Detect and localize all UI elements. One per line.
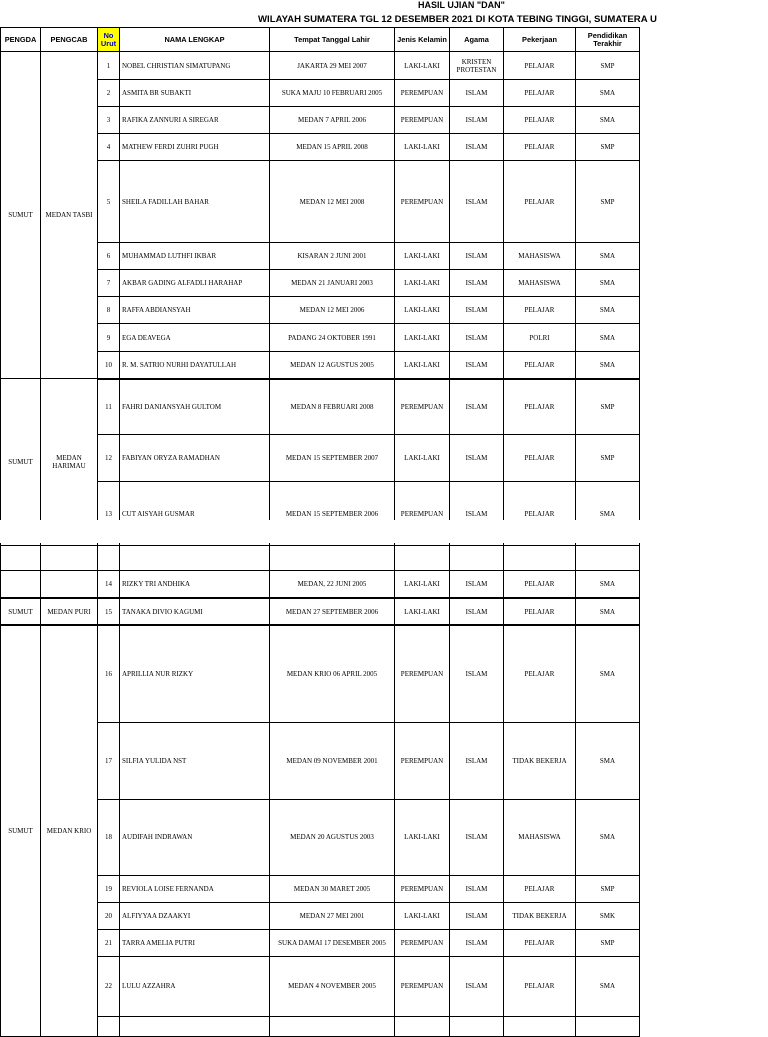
table-row: 7 AKBAR GADING ALFADLI HARAHAP MEDAN 21 JANUARI 2003 LAKI-LAKI ISLAM MAHASISWA SMA [1, 270, 640, 297]
col-pengda: PENGDA [1, 28, 41, 52]
group-pengcab: MEDAN TASBI [41, 52, 98, 379]
table-row: 2 ASMITA BR SUBAKTI SUKA MAJU 10 FEBRUARI 2005 PEREMPUAN ISLAM PELAJAR SMA [1, 80, 640, 107]
table-row: 13 CUT AISYAH GUSMAR MEDAN 15 SEPTEMBER 2006 PEREMPUAN ISLAM PELAJAR SMA [1, 482, 640, 546]
col-pekerjaan: Pekerjaan [504, 28, 576, 52]
table-row: 5 SHEILA FADILLAH BAHAR MEDAN 12 MEI 2008 PEREMPUAN ISLAM PELAJAR SMP [1, 161, 640, 243]
group-pengcab: MEDAN HARIMAU [41, 379, 98, 546]
table-row: 21 TARRA AMELIA PUTRI SUKA DAMAI 17 DESEMBER 2005 PEREMPUAN ISLAM PELAJAR SMP [1, 929, 640, 956]
results-table-page-2 [0, 543, 640, 1037]
table-row: SUMUT MEDAN HARIMAU 11 FAHRI DANIANSYAH GULTOM MEDAN 8 FEBRUARI 2008 PEREMPUAN ISLAM PELAJAR SMP [1, 379, 640, 435]
table-row: 12 FABIYAN ORYZA RAMADHAN MEDAN 15 SEPTEMBER 2007 LAKI-LAKI ISLAM PELAJAR SMP [1, 435, 640, 482]
table-row: SUMUT MEDAN TASBI 1 NOBEL CHRISTIAN SIMATUPANG JAKARTA 29 MEI 2007 LAKI-LAKI KRISTEN PROTESTAN PELAJAR SMP [1, 52, 640, 80]
col-no-urut: No Urut [98, 28, 120, 52]
table-row: 17 SILFIA YULIDA NST MEDAN 09 NOVEMBER 2001 PEREMPUAN ISLAM TIDAK BEKERJA SMA [1, 722, 640, 799]
sheet-title: HASIL UJIAN "DAN" [418, 0, 505, 10]
header-row [1, 28, 640, 52]
table-row-continued [1, 543, 640, 570]
table-row: 22 LULU AZZAHRA MEDAN 4 NOVEMBER 2005 PEREMPUAN ISLAM PELAJAR SMA [1, 956, 640, 1016]
sheet-subtitle: WILAYAH SUMATERA TGL 12 DESEMBER 2021 DI KOTA TEBING TINGGI, SUMATERA U [258, 14, 657, 25]
table-row: 3 RAFIKA ZANNURI A SIREGAR MEDAN 7 APRIL 2006 PEREMPUAN ISLAM PELAJAR SMA [1, 107, 640, 134]
results-table-page-1 [0, 27, 640, 546]
page-break [0, 520, 768, 543]
group-pengda: SUMUT [1, 598, 41, 625]
table-row: 8 RAFFA ABDIANSYAH MEDAN 12 MEI 2006 LAKI-LAKI ISLAM PELAJAR SMA [1, 297, 640, 324]
table-row: 19 REVIOLA LOISE FERNANDA MEDAN 30 MARET 2005 PEREMPUAN ISLAM PELAJAR SMP [1, 875, 640, 902]
group-pengcab: MEDAN KRIO [41, 625, 98, 1036]
table-row: SUMUT MEDAN PURI 15 TANAKA DIVIO KAGUMI MEDAN 27 SEPTEMBER 2006 LAKI-LAKI ISLAM PELAJAR SMA [1, 598, 640, 625]
table-row: 10 R. M. SATRIO NURHI DAYATULLAH MEDAN 12 AGUSTUS 2005 LAKI-LAKI ISLAM PELAJAR SMA [1, 352, 640, 379]
table-row: 9 EGA DEAVEGA PADANG 24 OKTOBER 1991 LAKI-LAKI ISLAM POLRI SMA [1, 324, 640, 352]
table-row: 20 ALFIYYAA DZAAKYI MEDAN 27 MEI 2001 LAKI-LAKI ISLAM TIDAK BEKERJA SMK [1, 902, 640, 929]
group-pengda: SUMUT [1, 625, 41, 1036]
col-nama: NAMA LENGKAP [120, 28, 270, 52]
table-row: 6 MUHAMMAD LUTHFI IKBAR KISARAN 2 JUNI 2001 LAKI-LAKI ISLAM MAHASISWA SMA [1, 243, 640, 270]
group-pengda: SUMUT [1, 52, 41, 379]
col-jk: Jenis Kelamin [395, 28, 450, 52]
table-row: 14 RIZKY TRI ANDHIKA MEDAN, 22 JUNI 2005 LAKI-LAKI ISLAM PELAJAR SMA [1, 570, 640, 598]
table-row: 4 MATHEW FERDI ZUHRI PUGH MEDAN 15 APRIL 2008 LAKI-LAKI ISLAM PELAJAR SMP [1, 134, 640, 161]
col-pendidikan: Pendidikan Terakhir [576, 28, 640, 52]
col-pengcab: PENGCAB [41, 28, 98, 52]
col-agama: Agama [450, 28, 504, 52]
col-ttl: Tempat Tanggal Lahir [270, 28, 395, 52]
table-row: SUMUT MEDAN KRIO 16 APRILLIA NUR RIZKY MEDAN KRIO 06 APRIL 2005 PEREMPUAN ISLAM PELAJAR SMA [1, 625, 640, 722]
group-pengda: SUMUT [1, 379, 41, 546]
group-pengcab: MEDAN PURI [41, 598, 98, 625]
table-row: 18 AUDIFAH INDRAWAN MEDAN 20 AGUSTUS 2003 LAKI-LAKI ISLAM MAHASISWA SMA [1, 799, 640, 875]
